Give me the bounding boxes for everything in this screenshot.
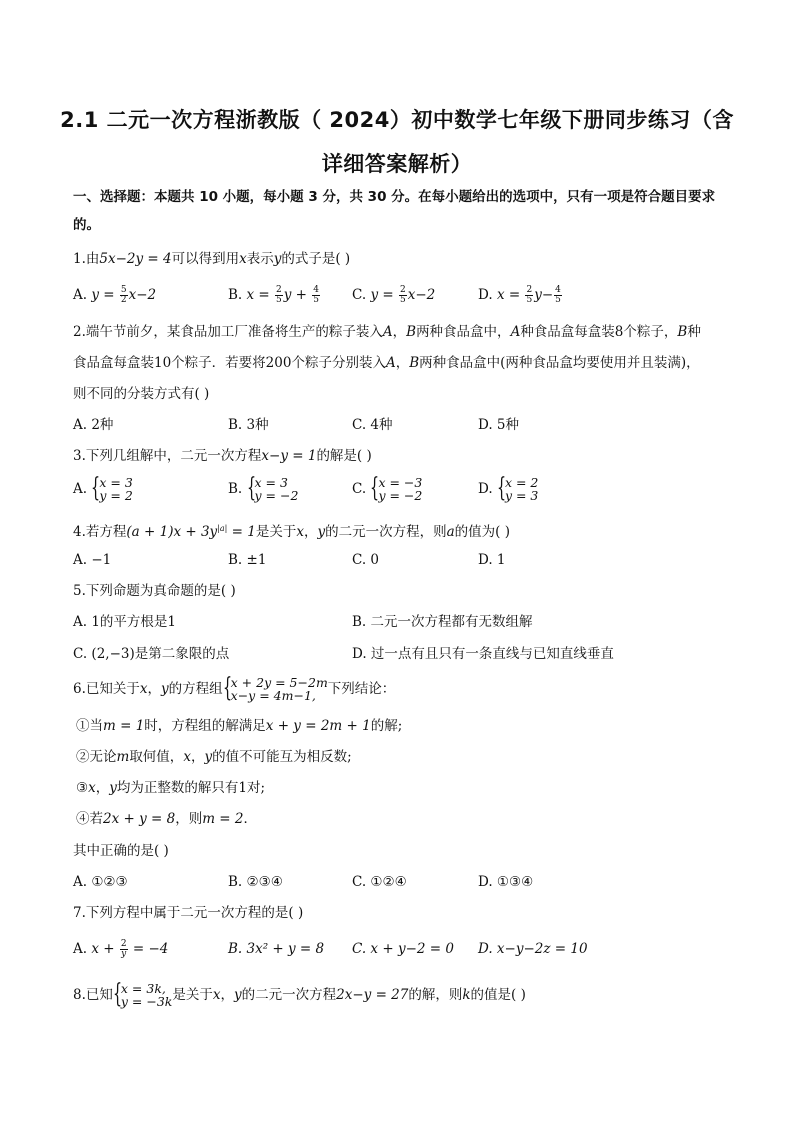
q4-comma: ， <box>303 524 318 540</box>
q8-var-x: x <box>212 987 221 1003</box>
q1-option-b-fraction-2: $\frac{4}{5}$ <box>313 285 320 305</box>
q4-option-b: B. ±1 <box>228 552 267 568</box>
q2-var-A: A <box>382 324 393 340</box>
q1-text-2: 可以得到用 <box>171 251 240 267</box>
q1-option-b-fraction-1: $\frac{2}{5}$ <box>276 285 282 305</box>
q1-text-4: 的式子是( ) <box>281 251 351 267</box>
q1-option-b-label: B. <box>228 287 247 303</box>
q6-var-y: y <box>161 681 169 697</box>
q4-text-1: 4.若方程 <box>73 524 127 540</box>
q2-comma: ， <box>392 324 407 340</box>
q1-option-c-pre: y = <box>370 287 398 303</box>
q2-text-4: 种 <box>687 324 701 340</box>
q3-option-d <box>478 473 539 503</box>
q6-text-3: 下列结论： <box>327 681 396 697</box>
q1-option-c <box>352 286 435 305</box>
q6-text-2: 的方程组 <box>168 681 223 697</box>
q5-option-b: B. 二元一次方程都有无数组解 <box>352 614 533 630</box>
q1-option-c-fraction: $\frac{2}{5}$ <box>399 285 406 305</box>
q2-option-c: C. 4种 <box>352 417 393 433</box>
q6-statement-4: ④若2x + y = 8，则m = 2． <box>76 811 258 827</box>
q4-option-d: D. 1 <box>478 552 506 568</box>
q3-option-b <box>228 473 299 503</box>
q2-option-b: B. 3种 <box>228 417 269 433</box>
q2-text-5: 食品盒每盒装10个粽子．若要将200个粽子分别装入 <box>73 355 386 371</box>
document-title-line-2: 详细答案解析） <box>321 152 473 176</box>
q2-text-3: 种食品盒每盒装8个粽子， <box>520 324 678 340</box>
q4-exponent: |a| <box>217 524 228 533</box>
q3-option-d-system: { x = 2 y = 3 <box>496 473 539 503</box>
q1-option-a-pre: y = <box>91 287 119 303</box>
q8-text-4: 的解，则 <box>408 987 463 1003</box>
q5-option-a: A. 1的平方根是1 <box>73 614 177 630</box>
q7-option-a-post: = −4 <box>128 941 169 957</box>
q6-option-b: B. ②③④ <box>228 874 283 890</box>
q1-option-d-pre: x = <box>496 287 525 303</box>
q1-option-d-mid: y− <box>534 287 554 303</box>
q6-option-a: A. ①②③ <box>73 874 128 890</box>
question-5-stem: 5.下列命题为真命题的是( ) <box>73 583 236 599</box>
q1-option-a-label: A. <box>73 287 92 303</box>
q3-option-a <box>73 473 133 503</box>
q8-var-k: k <box>462 987 471 1003</box>
q1-var-y: y <box>273 251 282 267</box>
q6-statement-1: ①当m = 1时，方程组的解满足x + y = 2m + 1的解; <box>76 718 403 734</box>
q2-option-d: D. 5种 <box>478 417 520 433</box>
q3-equation: x−y = 1 <box>261 448 317 464</box>
q2-text-6: 两种食品盒中(两种食品盒均要使用并且装满)， <box>419 355 700 371</box>
q4-text-4: 的值为( ) <box>454 524 510 540</box>
q2-var-B: B <box>406 324 417 340</box>
question-2-stem-line-3: 则不同的分装方式有( ) <box>73 386 210 402</box>
q5-option-c: C. (2,−3)是第二象限的点 <box>73 646 230 662</box>
document-title-line-1: 2.1 二元一次方程浙教版（ 2024）初中数学七年级下册同步练习（含 <box>60 108 734 132</box>
q8-text-3: 的二元一次方程 <box>241 987 337 1003</box>
q1-option-c-post: x−2 <box>407 287 436 303</box>
q8-var-y: y <box>234 987 242 1003</box>
q1-number: 1. <box>73 251 86 267</box>
q7-option-a-fraction: $\frac{2}{y}$ <box>120 939 127 959</box>
q1-option-c-label: C. <box>352 287 371 303</box>
q2-var-A-3: A <box>385 355 396 371</box>
q3-option-d-label: D. <box>478 481 497 497</box>
section-instructions-line-2: 的。 <box>73 217 100 233</box>
question-2-stem-line-2 <box>73 354 700 372</box>
q3-option-c-label: C. <box>352 481 371 497</box>
question-3-stem <box>73 447 372 465</box>
q8-solution-system: { x = 3k, y = −3k <box>112 979 173 1009</box>
q1-option-b <box>228 286 321 305</box>
q3-option-b-system: { x = 3 y = −2 <box>246 473 299 503</box>
q6-option-c: C. ①②④ <box>352 874 407 890</box>
q1-text-3: 表示 <box>246 251 274 267</box>
q3-text-1: 3.下列几组解中，二元一次方程 <box>73 448 262 464</box>
section-instructions-line-1: 一、选择题：本题共 10 小题，每小题 3 分，共 30 分。在每小题给出的选项中，只有一项是符合题目要求 <box>73 189 716 205</box>
q8-text-5: 的值是( ) <box>470 987 526 1003</box>
q7-option-d: D. x−y−2z = 10 <box>478 941 588 957</box>
q7-option-a-label: A. <box>73 941 92 957</box>
q3-option-a-system: { x = 3 y = 2 <box>91 473 133 503</box>
q6-prompt: 其中正确的是( ) <box>73 843 169 859</box>
q1-option-a <box>73 286 156 305</box>
q8-text-2: 是关于 <box>172 987 213 1003</box>
q6-text-1: 6.已知关于 <box>73 681 140 697</box>
q4-option-c: C. 0 <box>352 552 380 568</box>
q3-option-a-label: A. <box>73 481 92 497</box>
q1-equation: 5x−2y = 4 <box>99 251 172 267</box>
q1-option-b-mid: y + <box>283 287 312 303</box>
q4-text-2: 是关于 <box>255 524 297 540</box>
q8-equation: 2x−y = 27 <box>336 987 409 1003</box>
q1-option-a-post: x−2 <box>128 287 157 303</box>
question-7-stem: 7.下列方程中属于二元一次方程的是( ) <box>73 905 304 921</box>
question-8-stem <box>73 979 526 1009</box>
q6-var-x: x <box>139 681 148 697</box>
q6-statement-2: ②无论m取何值，x，y的值不可能互为相反数; <box>76 749 352 765</box>
q1-option-d <box>478 286 563 305</box>
question-1-stem <box>73 250 350 268</box>
q3-text-2: 的解是( ) <box>316 448 372 464</box>
q7-option-a <box>73 940 168 959</box>
q5-option-d: D. 过一点有且只有一条直线与已知直线垂直 <box>352 646 614 662</box>
q4-text-3: 的二元一次方程，则 <box>325 524 447 540</box>
q7-option-b: B. 3x² + y = 8 <box>228 941 325 957</box>
q4-var-a: a <box>446 524 455 540</box>
q4-option-a: A. −1 <box>73 552 112 568</box>
q4-equation-part-1: (a + 1)x + 3y <box>126 524 218 540</box>
q1-option-a-fraction: $\frac{5}{2}$ <box>120 285 127 305</box>
q7-option-c: C. x + y−2 = 0 <box>352 941 454 957</box>
q1-var-x: x <box>239 251 247 267</box>
q2-text-2: 两种食品盒中， <box>416 324 511 340</box>
q3-option-c <box>352 473 423 503</box>
q4-equation-part-2: = 1 <box>227 524 256 540</box>
q6-option-d: D. ①③④ <box>478 874 534 890</box>
q2-var-B-3: B <box>409 355 420 371</box>
q4-var-x: x <box>296 524 304 540</box>
q1-option-d-fraction-1: $\frac{2}{5}$ <box>526 285 533 305</box>
q6-statement-3: ③x，y均为正整数的解只有1对; <box>76 780 266 796</box>
q1-text-1: 由 <box>85 251 100 267</box>
q8-text-1: 8.已知 <box>73 987 113 1003</box>
q2-text-1: 2.端午节前夕，某食品加工厂准备将生产的粽子装入 <box>73 324 383 340</box>
q2-var-B-2: B <box>677 324 688 340</box>
q2-option-a: A. 2种 <box>73 417 114 433</box>
q8-comma: ， <box>220 987 234 1003</box>
q1-option-d-fraction-2: $\frac{4}{5}$ <box>555 285 561 305</box>
q2-var-A-2: A <box>510 324 521 340</box>
q3-option-b-label: B. <box>228 481 247 497</box>
q2-comma-2: ， <box>395 355 410 371</box>
q1-option-b-pre: x = <box>246 287 275 303</box>
q1-option-d-label: D. <box>478 287 497 303</box>
question-6-stem <box>73 673 396 703</box>
question-4-stem <box>73 520 510 541</box>
q4-var-y: y <box>317 524 326 540</box>
q6-equation-system: { x + 2y = 5−2m x−y = 4m−1, <box>222 673 328 703</box>
q3-option-c-system: { x = −3 y = −2 <box>370 473 423 503</box>
q6-comma: ， <box>147 681 162 697</box>
q7-option-a-pre: x + <box>91 941 119 957</box>
question-2-stem-line-1 <box>73 323 701 341</box>
